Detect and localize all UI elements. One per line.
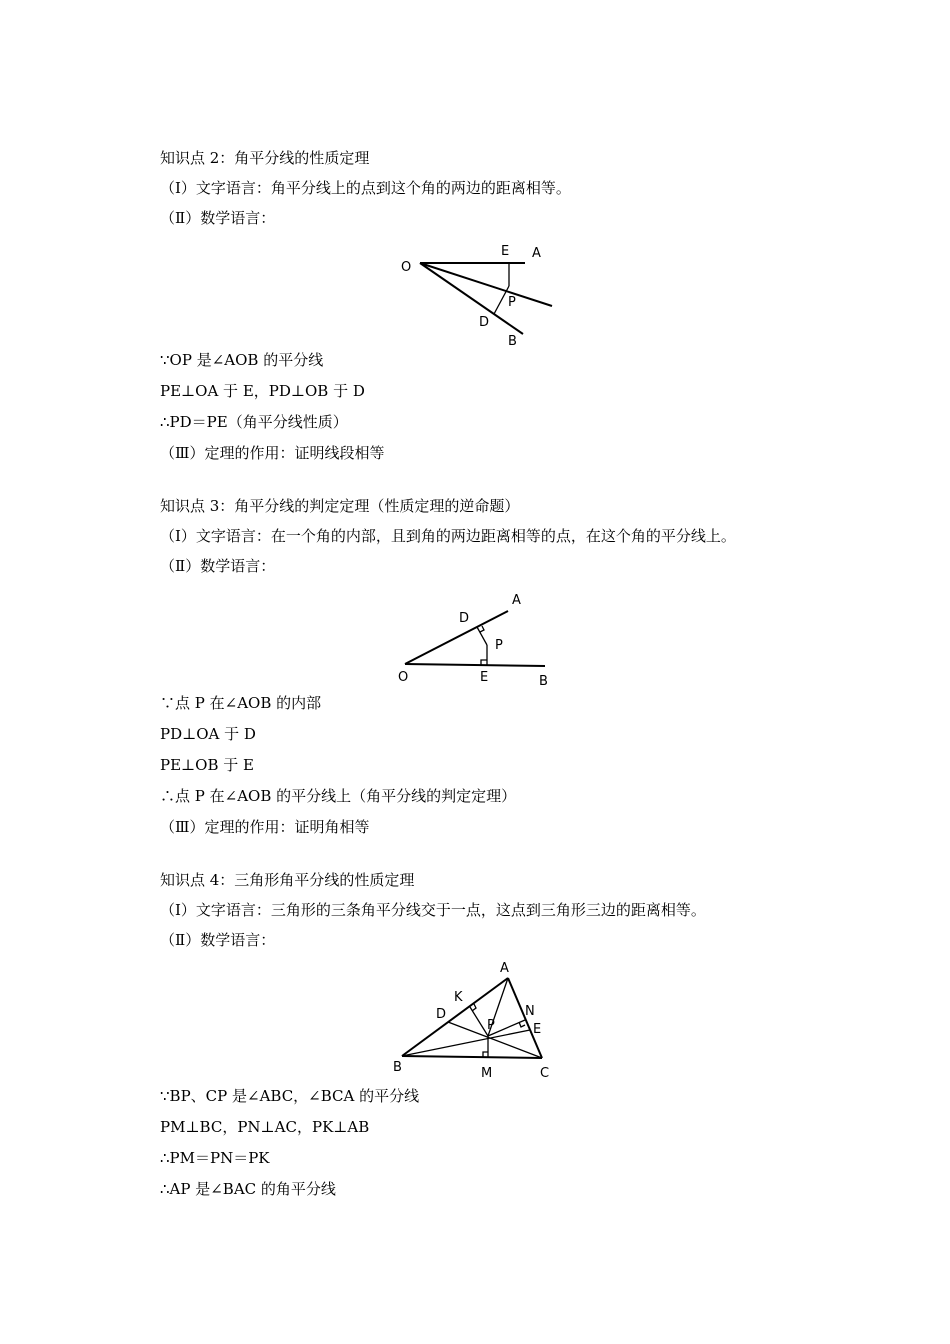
label-p: P: [487, 1018, 495, 1033]
label-b: B: [508, 334, 517, 349]
label-a: A: [532, 246, 541, 261]
side-bc: [402, 1056, 542, 1058]
section2-proof-line-3: ∴PD＝PE（角平分线性质）: [160, 413, 348, 431]
label-p: P: [495, 638, 503, 653]
section4-proof-line-4: ∴AP 是∠BAC 的角平分线: [160, 1180, 336, 1198]
right-angle-mark-n: [519, 1022, 525, 1027]
label-o: O: [401, 260, 412, 275]
section3-proof-line-4: ∴点 P 在∠AOB 的平分线上（角平分线的判定定理）: [160, 787, 517, 805]
label-e: E: [480, 670, 489, 685]
section3-math-language: （Ⅱ）数学语言：: [160, 557, 276, 575]
label-n: N: [525, 1004, 535, 1019]
label-d: D: [459, 611, 470, 626]
segment-pd: [477, 627, 487, 645]
section2-proof-line-1: ∵OP 是∠AOB 的平分线: [160, 351, 324, 369]
ray-ob: [405, 664, 545, 666]
figure-angle-bisector-converse: [395, 588, 565, 688]
section2-text-language: （Ⅰ）文字语言：角平分线上的点到这个角的两边的距离相等。: [160, 179, 571, 197]
section2-title: 知识点 2：角平分线的性质定理: [160, 149, 370, 167]
label-d: D: [436, 1007, 447, 1022]
section4-proof-line-2: PM⊥BC，PN⊥AC，PK⊥AB: [160, 1118, 370, 1136]
ray-op: [420, 263, 552, 306]
label-o: O: [398, 670, 409, 685]
section4-title: 知识点 4：三角形角平分线的性质定理: [160, 871, 415, 889]
section2-usage: （Ⅲ）定理的作用：证明线段相等: [160, 444, 385, 462]
label-e: E: [501, 244, 510, 259]
label-e: E: [533, 1022, 542, 1037]
label-b: B: [393, 1060, 402, 1075]
section3-proof-line-2: PD⊥OA 于 D: [160, 725, 256, 743]
section3-proof-line-3: PE⊥OB 于 E: [160, 756, 254, 774]
bisector-cd: [448, 1022, 542, 1058]
section4-proof-line-1: ∵BP、CP 是∠ABC，∠BCA 的平分线: [160, 1087, 420, 1105]
label-a: A: [512, 593, 521, 608]
label-a: A: [500, 961, 509, 976]
label-k: K: [454, 990, 463, 1005]
label-b: B: [539, 674, 548, 689]
section3-title: 知识点 3：角平分线的判定定理（性质定理的逆命题）: [160, 497, 520, 515]
right-angle-mark-d: [480, 626, 484, 632]
section4-proof-line-3: ∴PM＝PN＝PK: [160, 1149, 270, 1167]
label-d: D: [479, 315, 490, 330]
figure-angle-bisector-property: [395, 238, 565, 350]
label-p: P: [508, 295, 516, 310]
section2-proof-line-2: PE⊥OA 于 E，PD⊥OB 于 D: [160, 382, 365, 400]
section3-proof-line-1: ∵点 P 在∠AOB 的内部: [160, 694, 322, 712]
section3-usage: （Ⅲ）定理的作用：证明角相等: [160, 818, 370, 836]
section3-text-language: （Ⅰ）文字语言：在一个角的内部，且到角的两边距离相等的点，在这个角的平分线上。: [160, 527, 736, 545]
section2-math-language: （Ⅱ）数学语言：: [160, 209, 276, 227]
section4-text-language: （Ⅰ）文字语言：三角形的三条角平分线交于一点，这点到三角形三边的距离相等。: [160, 901, 706, 919]
figure-triangle-incenter: [390, 958, 560, 1084]
label-m: M: [481, 1066, 493, 1081]
ray-oa: [405, 611, 508, 664]
label-c: C: [540, 1066, 550, 1081]
section4-math-language: （Ⅱ）数学语言：: [160, 931, 276, 949]
